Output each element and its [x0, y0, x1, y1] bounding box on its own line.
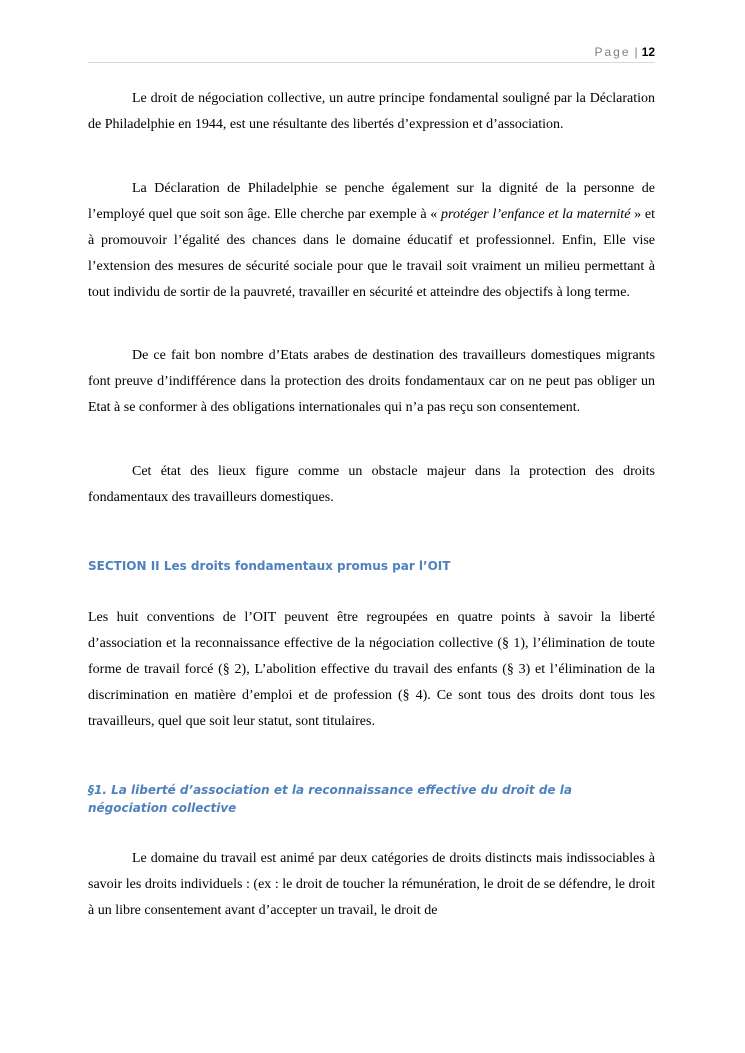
paragraph-1: Le droit de négociation collective, un autre principe fondamental souligné par la Déclaration de Philadelphie en 1944, est une résultante des libertés d’expression et d’association. [88, 91, 655, 132]
page-header [594, 45, 655, 59]
paragraph-2-part-a: La Déclaration de Philadelphie se penche également sur la dignité de la personne de l’employé quel que soit son âge. Elle cherche par exemple à « [88, 181, 655, 222]
paragraph-2-part-b: » et à promouvoir l’égalité des chances dans le domaine éducatif et professionnel. Enfin, Elle vise l’extension des mesures de sécurité sociale pour que le travail soit vraiment un milieu permettant à tout individu de sortir de la pauvreté, travailler en sécurité et atteindre des objectifs à long terme. [88, 207, 655, 300]
paragraph-2-quote: protéger l’enfance et la maternité [441, 207, 631, 222]
section-heading: SECTION II Les droits fondamentaux promus par l’OIT [88, 559, 451, 573]
page-label: Page [594, 45, 631, 59]
paragraph-2 [88, 176, 655, 306]
paragraph-3: De ce fait bon nombre d’Etats arabes de destination des travailleurs domestiques migrants font preuve d’indifférence dans la protection des droits fondamentaux car on ne peut pas obliger un Etat à se conformer à des obligations internationales qui n’a pas reçu son consentement. [88, 348, 655, 415]
paragraph-4: Cet état des lieux figure comme un obstacle majeur dans la protection des droits fondamentaux des travailleurs domestiques. [88, 464, 655, 505]
page-separator: | [634, 45, 638, 59]
paragraph-6: Le domaine du travail est animé par deux catégories de droits distincts mais indissociables à savoir les droits individuels : (ex : le droit de toucher la rémunération, le droit de se défendre, le droit à un libre consentement avant d’accepter un travail, le droit de [88, 851, 655, 918]
subsection-heading: §1. La liberté d’association et la reconnaissance effective du droit de la négociation collective [88, 783, 572, 815]
paragraph-5: Les huit conventions de l’OIT peuvent être regroupées en quatre points à savoir la liberté d’association et la reconnaissance effective de la négociation collective (§ 1), l’élimination de toute forme de travail forcé (§ 2), L’abolition effective du travail des enfants (§ 3) et l’élimination de la discrimination en matière d’emploi et de profession (§ 4). Ce sont tous des droits dont tous les travailleurs, quel que soit leur statut, sont titulaires. [88, 610, 655, 729]
page-number: 12 [641, 45, 655, 59]
header-rule [88, 62, 655, 63]
